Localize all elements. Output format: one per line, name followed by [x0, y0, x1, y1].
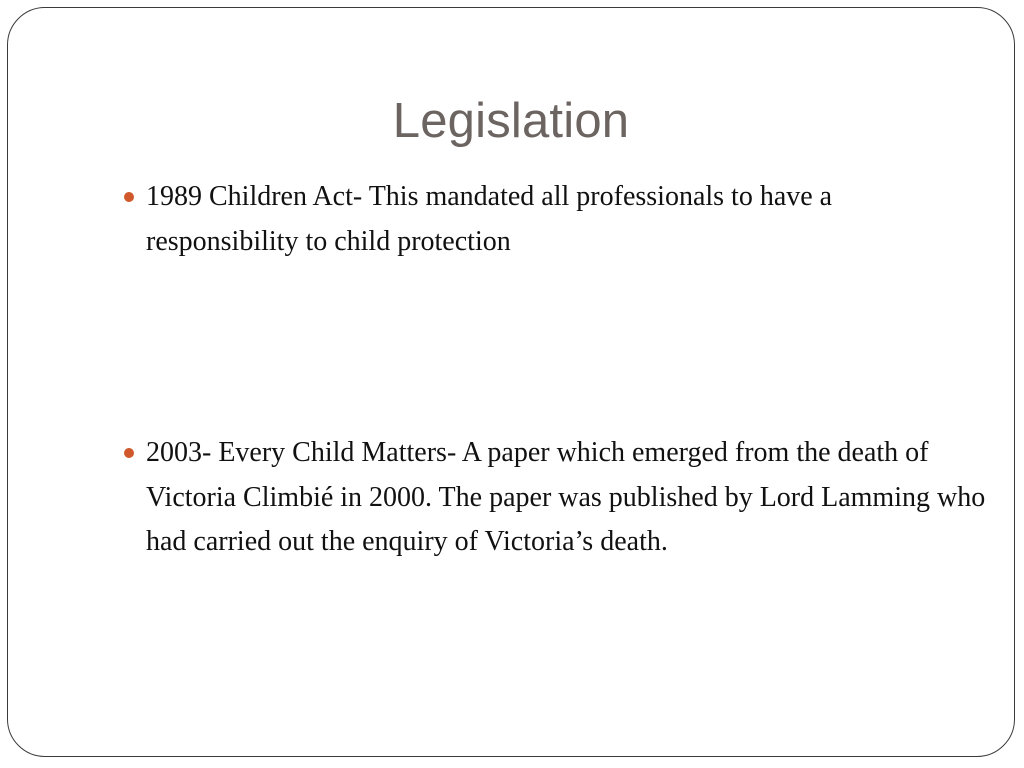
bullet-item [146, 175, 986, 264]
slide-title: Legislation [392, 94, 630, 148]
bullet-text: 2003- Every Child Matters- A paper which emerged from the death of Victoria Climbié in 2000. The paper was published by Lord Lamming who had carried out the enquiry of Victoria’s death. [146, 437, 986, 557]
bullet-dot-icon [124, 192, 134, 202]
bullet-item [146, 431, 986, 565]
slide [7, 7, 1015, 757]
bullet-text: 1989 Children Act- This mandated all professionals to have a responsibility to child protection [146, 181, 833, 257]
bullet-dot-icon [124, 448, 134, 458]
